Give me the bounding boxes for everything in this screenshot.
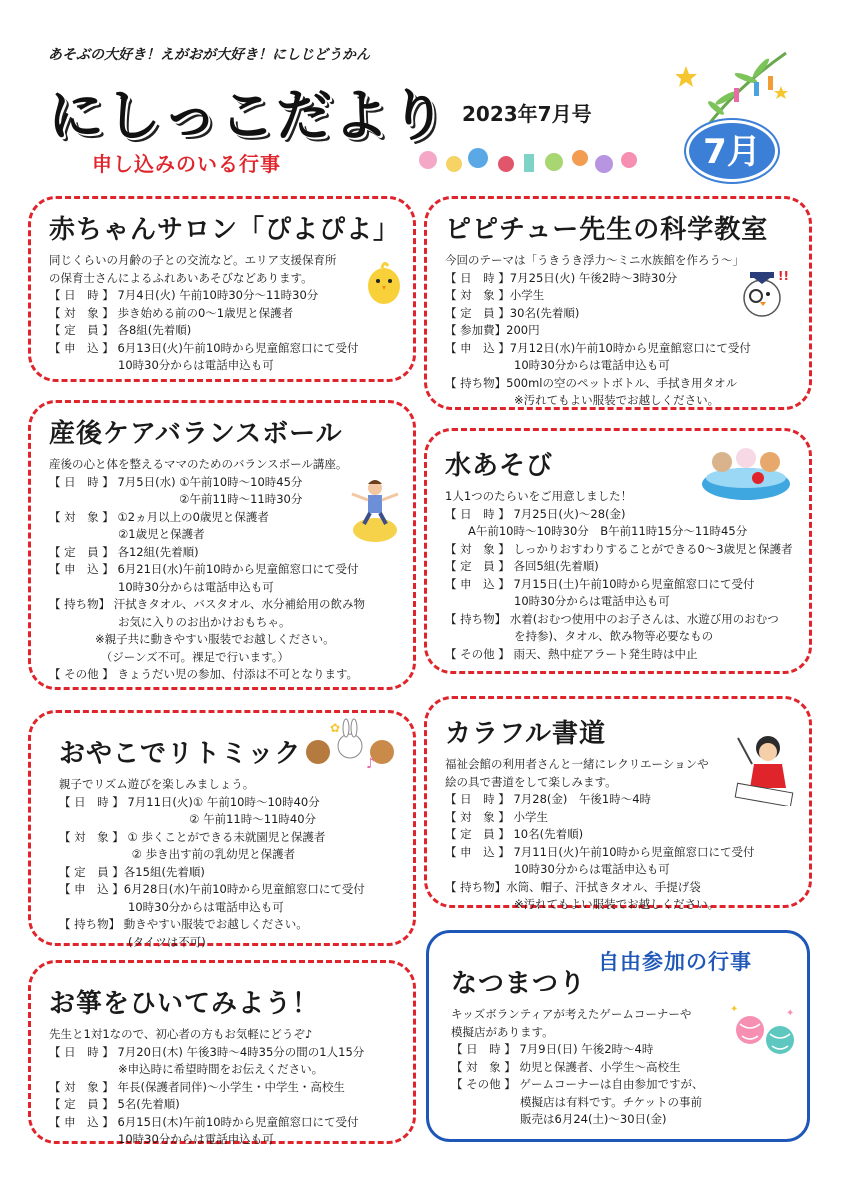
event-line: ② 午前11時～11時40分 bbox=[59, 812, 317, 826]
event-line: 【 定 員 】 各8組(先着順) bbox=[49, 323, 192, 337]
event-line: 【 その他 】 きょうだい児の参加、付添は不可となります。 bbox=[49, 667, 359, 681]
event-line: 絵の具で書道をして楽しみます。 bbox=[445, 774, 617, 789]
event-line: (タイツは不可) bbox=[59, 934, 206, 949]
event-line: 【 日 時 】 7月5日(水) ①午前10時～10時45分 bbox=[49, 474, 303, 489]
event-line: ※汚れてもよい服装でお越しください。 bbox=[445, 897, 720, 911]
event-line: 【 日 時 】 7月28(金) 午後1時～4時 bbox=[445, 792, 652, 806]
event-title: カラフル書道 bbox=[445, 719, 606, 749]
scientist-bird-icon bbox=[734, 264, 790, 320]
event-line: 【 申 込 】 6月15日(木)午前10時から児童館窓口にて受付 bbox=[49, 1114, 359, 1129]
event-line: 【 その他 】 雨天、熱中症アラート発生時は中止 bbox=[445, 646, 698, 661]
event-line: 【 日 時 】7月25日(火) 午後2時～3時30分 bbox=[445, 270, 678, 285]
event-line: 【 定 員 】 10名(先着順) bbox=[445, 827, 584, 841]
event-line: 先生と1対1なので、初心者の方もお気軽にどうぞ♪ bbox=[49, 1027, 313, 1041]
event-line: 【 定 員 】 各回5組(先着順) bbox=[445, 559, 599, 573]
event-line: 【 対 象 】 歩き始める前の0～1歳児と保護者 bbox=[49, 305, 294, 320]
event-line: 【 持ち物】 動きやすい服装でお越しください。 bbox=[59, 917, 308, 931]
event-line: 【 持ち物】500mlの空のペットボトル、手拭き用タオル bbox=[445, 375, 738, 390]
event-line: ② 歩き出す前の乳幼児と保護者 bbox=[59, 847, 296, 861]
event-line: A午前10時～10時30分 B午前11時15分～11時45分 bbox=[445, 524, 748, 538]
svg-text:✦: ✦ bbox=[730, 1004, 739, 1015]
event-line: 1人1つのたらいをご用意しました！ bbox=[445, 489, 633, 503]
event-line: 【 持ち物】水筒、帽子、汗拭きタオル、手提げ袋 bbox=[445, 879, 701, 894]
event-line: を持参)、タオル、飲み物等必要なもの bbox=[445, 629, 714, 643]
event-line: 【 対 象 】小学生 bbox=[445, 288, 545, 302]
event-line: 【 対 象 】 しっかりおすわりすることができる0～3歳児と保護者 bbox=[445, 541, 793, 556]
event-card-koto bbox=[28, 960, 416, 1144]
svg-text:✿: ✿ bbox=[330, 721, 341, 735]
event-line: 産後の心と体を整えるママのためのバランスボール講座。 bbox=[49, 457, 348, 471]
rhythmic-animals-icon bbox=[300, 716, 400, 774]
event-line: 【 定 員 】 各12組(先着順) bbox=[49, 544, 199, 559]
event-line: ※親子共に動きやすい服装でお越しください。 bbox=[49, 632, 335, 646]
event-line: 模擬店があります。 bbox=[451, 1024, 554, 1039]
event-line: 【 対 象 】 幼児と保護者、小学生～高校生 bbox=[451, 1059, 681, 1074]
free-event-label: 自由参加の行事 bbox=[598, 950, 752, 974]
event-line: 【 対 象 】 ①2ヵ月以上の0歳児と保護者 bbox=[49, 509, 269, 524]
balance-ball-mom-icon bbox=[344, 474, 406, 544]
event-line: 【 対 象 】 ① 歩くことができる未就園児と保護者 bbox=[59, 829, 326, 844]
newsletter-title: にしっこだより bbox=[48, 84, 447, 149]
event-line: 【 日 時 】 7月4日(火) 午前10時30分～11時30分 bbox=[49, 288, 319, 302]
yarn-ball-icon bbox=[726, 1002, 802, 1064]
event-line: 【 日 時 】 7月20日(木) 午後3時～4時35分の間の1人15分 bbox=[49, 1044, 365, 1059]
event-line: 【 持ち物】 水着(おむつ使用中のお子さんは、水遊び用のおむつ bbox=[445, 611, 779, 626]
event-line: 【 持ち物】 汗拭きタオル、バスタオル、水分補給用の飲み物 bbox=[49, 597, 365, 611]
event-line: 【 定 員 】各15組(先着順) bbox=[59, 864, 205, 879]
month-badge: 7月 bbox=[686, 120, 778, 182]
event-line: 【 申 込 】 6月13日(火)午前10時から児童館窓口にて受付 bbox=[49, 340, 359, 355]
event-line: 【 申 込 】 7月15日(土)午前10時から児童館窓口にて受付 bbox=[445, 576, 755, 591]
svg-text:✦: ✦ bbox=[786, 1008, 795, 1019]
event-line: 10時30分からは電話申込も可 bbox=[59, 899, 284, 914]
event-title: なつまつり bbox=[451, 969, 587, 999]
event-line: 親子でリズム遊びを楽しみましょう。 bbox=[59, 777, 255, 791]
event-line: ※汚れてもよい服装でお越しください。 bbox=[445, 393, 720, 407]
event-line: 今回のテーマは「うきうき浮力～ミニ水族館を作ろう～」 bbox=[445, 253, 744, 267]
event-line: ②午前11時～11時30分 bbox=[49, 492, 303, 506]
summer-decoration-icon bbox=[414, 138, 646, 184]
event-title: お箏をひいてみよう！ bbox=[49, 989, 320, 1019]
svg-text:!!: !! bbox=[778, 269, 789, 283]
event-line: 模擬店は有料です。チケットの事前 bbox=[451, 1094, 703, 1109]
event-line: 同じくらいの月齢の子との交流など。エリア支援保育所 bbox=[49, 253, 337, 267]
event-card-balance-ball bbox=[28, 400, 416, 690]
event-line: 10時30分からは電話申込も可 bbox=[445, 862, 670, 876]
event-line: 【 申 込 】7月12日(水)午前10時から児童館窓口にて受付 bbox=[445, 340, 751, 355]
event-line: お気に入りのお出かけおもちゃ。 bbox=[49, 614, 291, 629]
event-line: 【 参加費】200円 bbox=[445, 323, 540, 337]
event-line: 【 その他 】 ゲームコーナーは自由参加ですが、 bbox=[451, 1077, 704, 1091]
event-line: 10時30分からは電話申込も可 bbox=[445, 358, 670, 372]
event-line: 福祉会館の利用者さんと一緒にレクリエーションや bbox=[445, 757, 709, 771]
event-title: 赤ちゃんサロン「ぴよぴよ」 bbox=[49, 215, 401, 245]
section-subtitle: 申し込みのいる行事 bbox=[92, 152, 281, 176]
event-line: 【 定 員 】30名(先着順) bbox=[445, 305, 580, 320]
event-line: 【 申 込 】 7月11日(火)午前10時から児童館窓口にて受付 bbox=[445, 844, 755, 859]
event-title: 産後ケアバランスボール bbox=[49, 419, 343, 449]
event-line: 【 対 象 】 小学生 bbox=[445, 809, 548, 824]
event-title: ピピチュー先生の科学教室 bbox=[445, 215, 769, 245]
tagline: あそぶの大好き！えがおが大好き！にしじどうかん bbox=[48, 47, 370, 63]
event-title: 水あそび bbox=[445, 451, 554, 481]
event-line: の保育士さんによるふれあいあそびなどあります。 bbox=[49, 270, 313, 285]
event-line: 【 定 員 】 5名(先着順) bbox=[49, 1097, 180, 1111]
event-line: 【 申 込 】 6月21日(水)午前10時から児童館窓口にて受付 bbox=[49, 562, 359, 576]
water-play-animals-icon bbox=[698, 438, 794, 502]
event-line: ②1歳児と保護者 bbox=[49, 527, 205, 541]
event-line: （ジーンズ不可。裸足で行います。） bbox=[49, 649, 290, 664]
event-line: 販売は6月24(土)～30日(金) bbox=[451, 1112, 667, 1126]
event-line: 10時30分からは電話申込も可 bbox=[445, 594, 670, 608]
event-line: 10時30分からは電話申込も可 bbox=[49, 579, 274, 594]
tanabata-bamboo-icon bbox=[676, 48, 796, 128]
event-line: 10時30分からは電話申込も可 bbox=[49, 358, 274, 372]
event-line: ※申込時に希望時間をお伝えください。 bbox=[49, 1062, 324, 1076]
calligraphy-girl-icon bbox=[730, 730, 798, 806]
svg-text:♪: ♪ bbox=[366, 756, 375, 772]
event-line: 10時30分からは電話申込も可 bbox=[49, 1132, 274, 1146]
event-line: 【 日 時 】 7月11日(火)① 午前10時～10時40分 bbox=[59, 794, 320, 809]
issue-date: 2023年7月号 bbox=[462, 102, 592, 126]
chick-icon bbox=[364, 256, 404, 306]
event-line: 【 対 象 】 年長(保護者同伴)～小学生・中学生・高校生 bbox=[49, 1079, 345, 1094]
event-line: キッズボランティアが考えたゲームコーナーや bbox=[451, 1007, 692, 1021]
event-line: 【 日 時 】 7月25日(火)～28(金) bbox=[445, 506, 626, 521]
event-line: 【 日 時 】 7月9日(日) 午後2時～4時 bbox=[451, 1042, 654, 1056]
event-card-baby-salon bbox=[28, 196, 416, 382]
event-line: 【 申 込 】6月28日(水)午前10時から児童館窓口にて受付 bbox=[59, 882, 365, 896]
event-title: おやこでリトミック bbox=[59, 739, 302, 769]
